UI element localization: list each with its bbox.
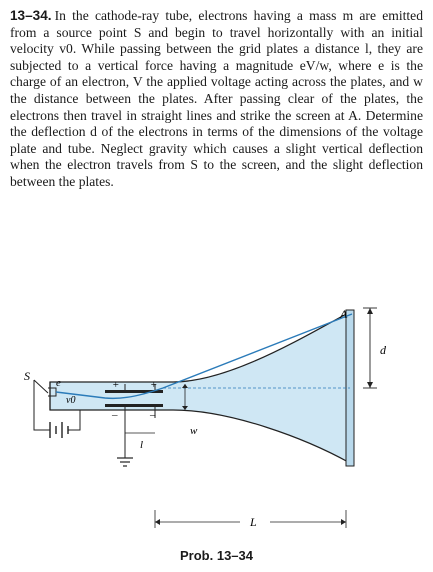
tube-body: [50, 312, 350, 463]
label-L: L: [250, 515, 257, 529]
label-plus-1: +: [112, 379, 120, 391]
figure-caption: Prob. 13–34: [180, 548, 253, 563]
label-A: A: [340, 307, 348, 321]
problem-number: 13–34.: [10, 8, 52, 23]
source-lead: [34, 380, 48, 393]
label-minus-1: –: [112, 409, 118, 421]
label-S: S: [24, 369, 30, 383]
label-v0: v0: [66, 395, 76, 406]
label-d: d: [380, 343, 386, 357]
bottom-plate: [105, 404, 163, 407]
problem-statement: [10, 8, 423, 191]
label-plus-2: +: [150, 379, 158, 391]
label-e: e: [56, 377, 61, 389]
label-w: w: [190, 425, 198, 437]
problem-text: In the cathode-ray tube, electrons having a mass m are emitted from a source point S and begin to travel horizontally with an initial velocity v0. While passing between the grid plates a distance l, they are subjected to a vertical force having a magnitude eV/w, where e is the charge of an electron, V the applied voltage acting across the plates, and w the distance between the plates. After passing clear of the plates, the electrons then travel in straight lines and strike the screen at A. Determine the deflection d of the electrons in terms of the dimensions of the voltage plate and tube. Neglect gravity which causes a slight vertical deflection when the electron travels from S to the screen, and the slight deflection between the plates.: [10, 8, 423, 189]
label-l: l: [140, 439, 144, 451]
label-minus-2: –: [150, 409, 156, 421]
cathode-ray-tube-figure: [0, 288, 433, 550]
